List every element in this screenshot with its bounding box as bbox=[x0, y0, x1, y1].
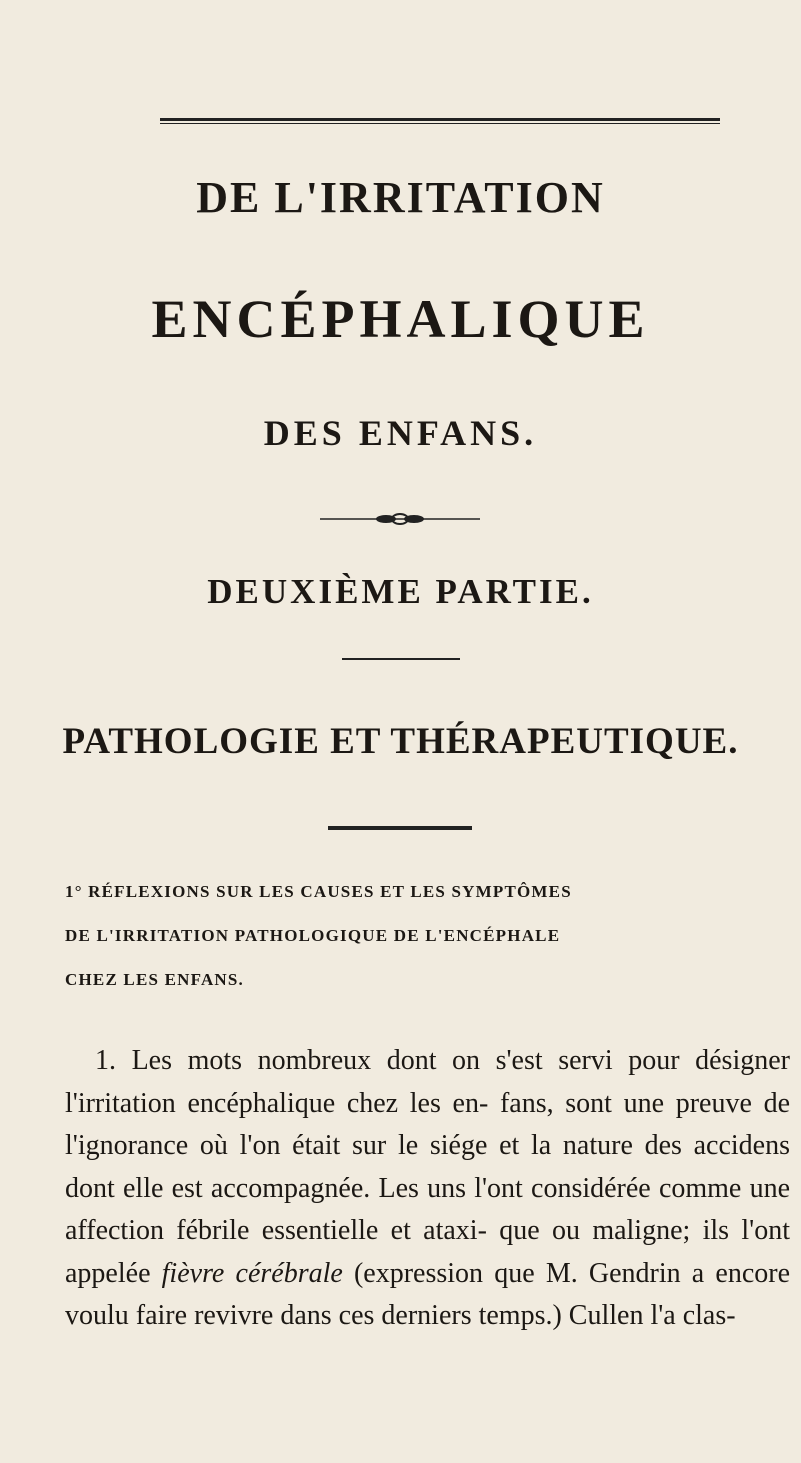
part-heading: DEUXIÈME PARTIE. bbox=[207, 572, 594, 611]
title-line-2: ENCÉPHALIQUE bbox=[151, 289, 650, 349]
body-paragraph bbox=[65, 1040, 790, 1338]
top-double-rule bbox=[160, 118, 720, 124]
divider-rule bbox=[342, 658, 460, 660]
title-line-3: DES ENFANS. bbox=[263, 413, 538, 453]
section-heading-line-2: DE L'IRRITATION PATHOLOGIQUE DE L'ENCÉPHALE bbox=[65, 926, 561, 945]
paragraph-text-1: 1. Les mots nombreux dont on s'est servi pour désigner l'irritation encéphalique chez les en- fans, sont une preuve de l'ignorance où l'on était sur le siége et la nature des accidens dont elle est accompagnée. Les uns l'ont considérée comme une affection fébrile essentielle et ataxi- que ou maligne; ils l'ont appelée bbox=[65, 1045, 790, 1289]
paragraph-text-2: (expression que M. Gendrin a encore voulu faire revivre dans ces derniers temps.) Cullen l'a clas- bbox=[65, 1257, 790, 1331]
title-line-1: DE L'IRRITATION bbox=[196, 173, 605, 222]
section-heading-line-1: 1° RÉFLEXIONS SUR LES CAUSES ET LES SYMPTÔMES bbox=[65, 882, 572, 901]
section-heading-line-3: CHEZ LES ENFANS. bbox=[65, 970, 245, 989]
divider-rule-thick bbox=[328, 826, 472, 830]
ornament-divider-icon bbox=[320, 513, 480, 525]
subject-heading: PATHOLOGIE ET THÉRAPEUTIQUE. bbox=[62, 721, 739, 762]
section-heading bbox=[65, 870, 765, 1002]
paragraph-italic: fièvre cérébrale bbox=[161, 1257, 343, 1289]
